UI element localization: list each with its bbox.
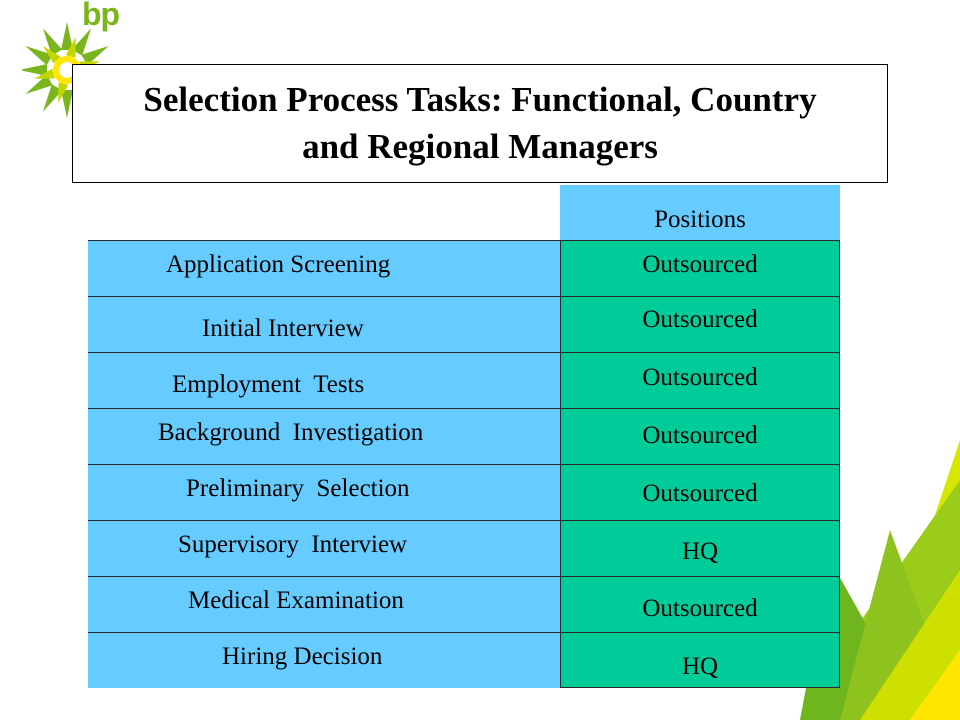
task-row	[88, 296, 560, 352]
task-label: Supervisory Interview	[178, 531, 408, 558]
task-row	[88, 240, 560, 296]
task-row	[88, 408, 560, 464]
task-label: Employment Tests	[172, 371, 365, 398]
task-label: Medical Examination	[188, 587, 404, 614]
position-cell: Outsourced	[560, 352, 840, 408]
position-cell: HQ	[560, 520, 840, 576]
position-cell: Outsourced	[560, 464, 840, 520]
task-label: Background Investigation	[158, 419, 424, 446]
bp-wordmark: bp	[82, 0, 120, 32]
task-row	[88, 520, 560, 576]
slide-title	[72, 64, 888, 183]
task-label: Hiring Decision	[222, 643, 383, 670]
task-label: Preliminary Selection	[186, 475, 410, 502]
position-cell: Outsourced	[560, 240, 840, 296]
task-label: Application Screening	[166, 251, 391, 278]
position-cell: Outsourced	[560, 408, 840, 464]
title-line-1: Selection Process Tasks: Functional, Country	[143, 80, 817, 120]
task-row	[88, 632, 560, 688]
position-cell: Outsourced	[560, 296, 840, 352]
positions-header: Positions	[560, 185, 840, 240]
task-label: Initial Interview	[202, 315, 364, 342]
position-cell: HQ	[560, 632, 840, 688]
task-row	[88, 464, 560, 520]
task-row	[88, 576, 560, 632]
task-row	[88, 352, 560, 408]
title-line-2: and Regional Managers	[302, 126, 658, 166]
position-cell: Outsourced	[560, 576, 840, 632]
